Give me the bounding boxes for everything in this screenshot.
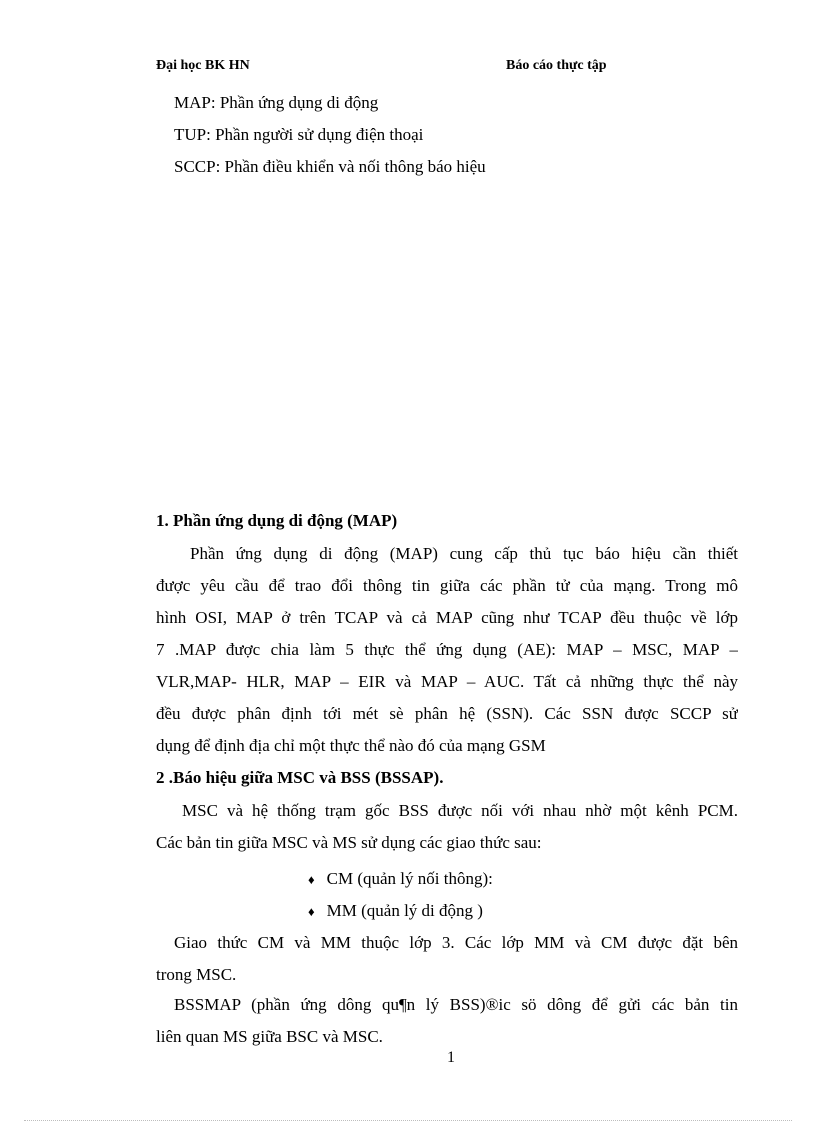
section1-paragraph [156,538,738,762]
section2-heading: 2 .Báo hiệu giữa MSC và BSS (BSSAP). [156,768,444,787]
page-bottom-divider [24,1120,792,1121]
paragraph-line: được yêu cầu để trao đổi thông tin giữa các phần tử của mạng. Trong mô [156,576,738,595]
paragraph-line: dụng để định địa chỉ một thực thể nào đó của mạng GSM [156,736,546,755]
bullet-text: MM (quản lý di động ) [326,901,483,920]
section2-paragraph-3 [156,989,738,1053]
header-left: Đại học BK HN [156,58,250,73]
page-number: 1 [447,1049,455,1066]
bullet-item-mm [308,901,483,921]
diamond-bullet-icon: ♦ [308,872,315,887]
bullet-text: CM (quản lý nối thông): [326,869,493,888]
paragraph-line: liên quan MS giữa BSC và MSC. [156,1027,383,1046]
paragraph-line: MSC và hệ thống trạm gốc BSS được nối với nhau nhờ một kênh PCM. [182,801,738,820]
section2-intro [156,795,738,859]
section2-paragraph-2 [156,927,738,991]
paragraph-line: trong MSC. [156,965,237,984]
paragraph-line: VLR,MAP- HLR, MAP – EIR và MAP – AUC. Tất cả những thực thể này [156,672,738,691]
abbreviation-map: MAP: Phần ứng dụng di động [174,93,379,112]
abbreviation-sccp: SCCP: Phần điều khiển và nối thông báo hiệu [174,157,486,176]
header-right: Báo cáo thực tập [506,58,607,73]
paragraph-line: hình OSI, MAP ở trên TCAP và cả MAP cũng như TCAP đều thuộc về lớp [156,608,738,627]
paragraph-line: BSSMAP (phần ứng dông qu¶n lý BSS)®ic sö dông để gửi các bản tin [174,995,738,1014]
diamond-bullet-icon: ♦ [308,904,315,919]
abbreviation-tup: TUP: Phần người sử dụng điện thoại [174,125,424,144]
bullet-item-cm [308,869,493,889]
paragraph-line: Các bản tin giữa MSC và MS sử dụng các giao thức sau: [156,833,542,852]
paragraph-line: Phần ứng dụng di động (MAP) cung cấp thủ tục báo hiệu cần thiết [190,544,738,563]
paragraph-line: Giao thức CM và MM thuộc lớp 3. Các lớp MM và CM được đặt bên [174,933,738,952]
section1-heading: 1. Phần ứng dụng di động (MAP) [156,511,398,530]
paragraph-line: 7 .MAP được chia làm 5 thực thể ứng dụng (AE): MAP – MSC, MAP – [156,640,738,659]
paragraph-line: đều được phân định tới mét sè phân hệ (SSN). Các SSN được SCCP sử [156,704,738,723]
